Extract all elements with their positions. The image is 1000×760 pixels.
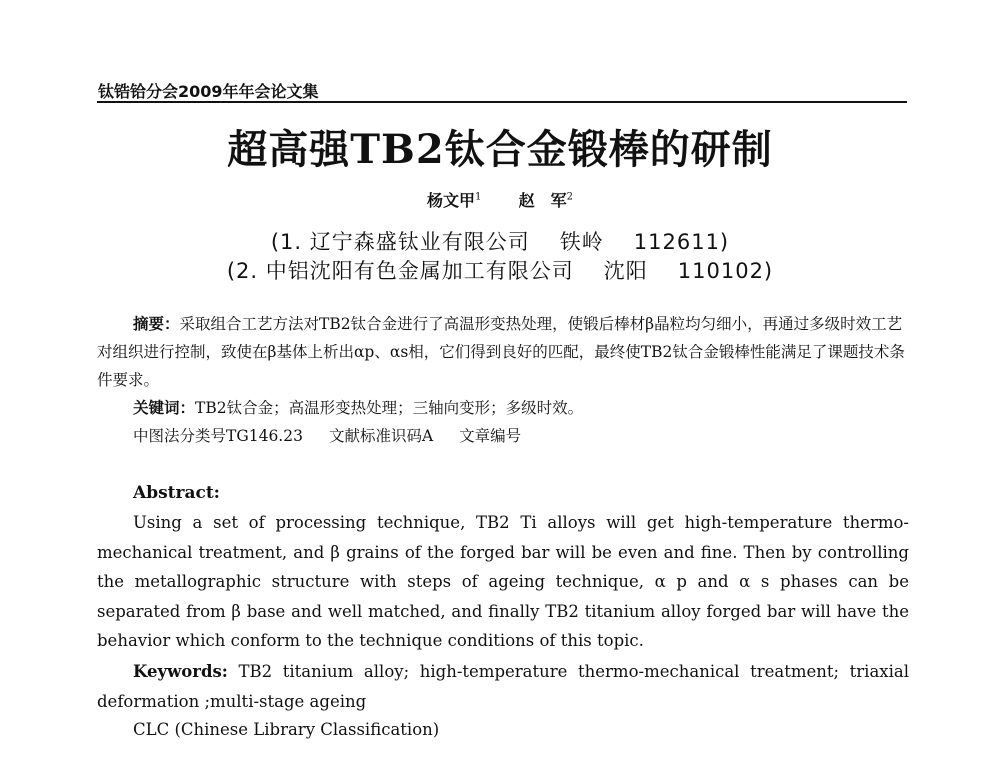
article-number: 文章编号 [459,427,522,445]
keywords-cn [133,394,903,422]
author-name: 杨文甲 [427,191,476,210]
keywords-cn-text: TB2钛合金；高温形变热处理；三轴向变形；多级时效。 [195,399,584,417]
clc-number: 中图法分类号TG146.23 [133,427,303,445]
classification-en: CLC (Chinese Library Classification) [133,720,440,739]
author-affil-mark: 2 [566,191,573,203]
author-affil-mark: 1 [475,191,482,203]
running-head: 钛锆铪分会2009年年会论文集 [98,82,319,101]
keywords-en-text: TB2 titanium alloy; high-temperature thermo-mechanical treatment; triaxial deformation ;multi-stage ageing [97,662,909,711]
affiliation-org: (2. 中铝沈阳有色金属加工有限公司 [226,259,574,283]
keywords-en [97,657,909,716]
abstract-cn-text: 采取组合工艺方法对TB2钛合金进行了高温形变热处理，使锻后棒材β晶粒均匀细小，再通过多级时效工艺对组织进行控制，致使在β基体上析出αp、αs相，它们得到良好的匹配，最终使TB2钛合金锻棒性能满足了课题技术条件要求。 [97,315,905,389]
keywords-en-label: Keywords: [133,662,228,681]
affiliation-postcode: 110102) [677,259,774,283]
author-name: 赵 军 [518,191,567,210]
affiliation-2 [0,255,1000,285]
document-code: 文献标准识码A [328,427,434,445]
affiliation-org: (1. 辽宁森盛钛业有限公司 [270,230,530,254]
abstract-cn [97,310,909,394]
author-line [0,188,1000,211]
keywords-cn-label: 关键词： [133,398,196,417]
abstract-en-label: Abstract: [133,483,220,503]
header-rule [97,101,907,103]
paper-title: 超高强TB2钛合金锻棒的研制 [227,126,773,173]
abstract-en-text: Using a set of processing technique, TB2 Ti alloys will get high-temperature thermo-mechanical treatment, and β grains of the forged bar will be even and fine. Then by controlling the metallographic structure with steps of ageing technique, α p and α s phases can be separated from β base and well matched, and finally TB2 titanium alloy forged bar will have the behavior which conform to the technique conditions of this topic. [97,513,909,650]
classification-cn [133,422,903,450]
affiliation-postcode: 112611) [633,230,730,254]
affiliation-1 [0,226,1000,256]
affiliation-city: 沈阳 [603,259,648,283]
affiliation-city: 铁岭 [559,230,604,254]
abstract-cn-label: 摘要： [133,314,180,333]
